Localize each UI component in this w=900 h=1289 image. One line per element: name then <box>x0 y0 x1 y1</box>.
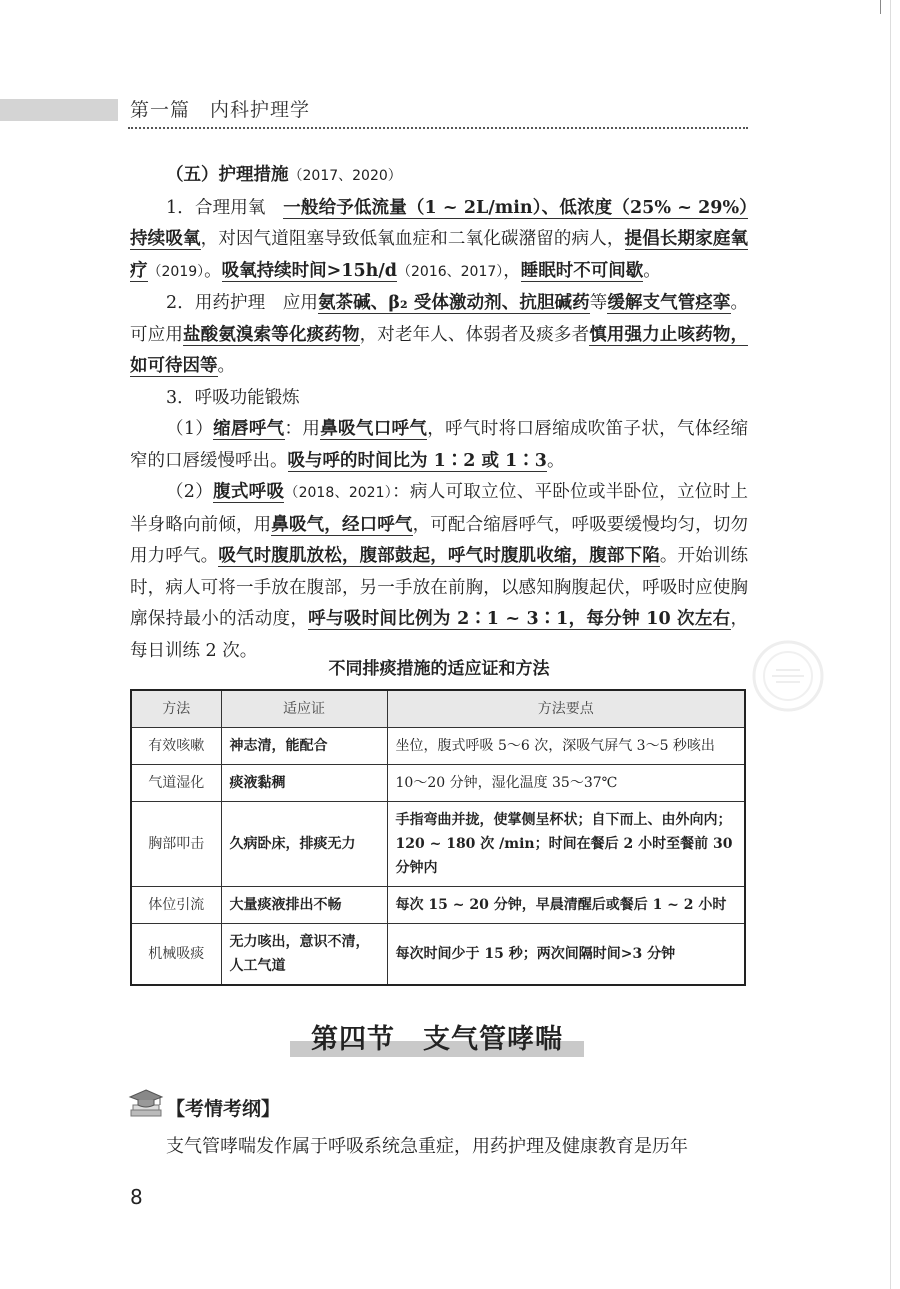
table-cell: 痰液黏稠 <box>221 765 387 802</box>
table-cell: 10～20 分钟，湿化温度 35～37℃ <box>387 765 745 802</box>
table-cell: 机械吸痰 <box>131 924 221 986</box>
paragraph-oxygen: 1．合理用氧 一般给予低流量（1 ~ 2L/min）、低浓度（25% ~ 29%）持续吸氧，对因气道阻塞导致低氧血症和二氧化碳潴留的病人，提倡长期家庭氧疗（2019）。吸氧持续时间>15h/d（2016、2017），睡眠时不可间歇。 <box>130 197 749 281</box>
table-cell: 有效咳嗽 <box>131 728 221 765</box>
table-row <box>131 802 745 887</box>
table-row <box>131 924 745 986</box>
section-title: 第四节 支气管哮喘 <box>311 1024 563 1055</box>
table-cell: 体位引流 <box>131 887 221 924</box>
table-title: 不同排痰措施的适应证和方法 <box>328 659 550 679</box>
nursing-measures-section <box>130 160 748 667</box>
subsection-heading <box>130 160 748 193</box>
circular-stamp-icon <box>748 636 828 720</box>
running-header: 第一篇 内科护理学 <box>130 99 311 121</box>
table-cell: 气道湿化 <box>131 765 221 802</box>
page-number: 8 <box>130 1185 143 1209</box>
column-header: 方法要点 <box>387 690 745 728</box>
column-header: 适应证 <box>221 690 387 728</box>
table-cell: 每次时间少于 15 秒；两次间隔时间>3 分钟 <box>387 924 745 986</box>
table-cell: 无力咳出，意识不清，人工气道 <box>221 924 387 986</box>
header-divider <box>128 127 748 129</box>
graduation-cap-books-icon <box>128 1088 164 1124</box>
table-cell: 手指弯曲并拢，使掌侧呈杯状；自下而上、由外向内；120 ~ 180 次 /min；时间在餐后 2 小时至餐前 30 分钟内 <box>387 802 745 887</box>
table-cell: 每次 15 ~ 20 分钟，早晨清醒后或餐后 1 ~ 2 小时 <box>387 887 745 924</box>
table-row <box>131 765 745 802</box>
table-cell: 神志清，能配合 <box>221 728 387 765</box>
section-title-block <box>290 1017 584 1059</box>
intro-paragraph: 支气管哮喘发作属于呼吸系统急重症，用药护理及健康教育是历年 <box>166 1136 688 1157</box>
column-header: 方法 <box>131 690 221 728</box>
table-cell: 久病卧床，排痰无力 <box>221 802 387 887</box>
exam-years: （2017、2020） <box>288 168 402 184</box>
table-cell: 胸部叩击 <box>131 802 221 887</box>
page-edge-mark <box>880 0 881 14</box>
exam-outline-label: 【考情考纲】 <box>166 1098 281 1120</box>
sputum-measures-table <box>130 689 746 986</box>
paragraph-pursed-lip: （1）缩唇呼气：用鼻吸气口呼气，呼气时将口唇缩成吹笛子状，气体经缩窄的口唇缓慢呼出。吸与呼的时间比为 1∶2 或 1∶3。 <box>130 419 749 471</box>
subsection-title: （五）护理措施 <box>166 165 289 185</box>
table-row <box>131 887 745 924</box>
paragraph-breathing-heading: 3．呼吸功能锻炼 <box>166 387 300 408</box>
table-cell: 大量痰液排出不畅 <box>221 887 387 924</box>
page-edge-line <box>890 0 891 1289</box>
paragraph-medication: 2．用药护理 应用氨茶碱、β₂ 受体激动剂、抗胆碱药等缓解支气管痉挛。可应用盐酸氨溴索等化痰药物，对老年人、体弱者及痰多者慎用强力止咳药物，如可待因等。 <box>130 293 749 376</box>
table-row <box>131 728 745 765</box>
header-bar <box>0 99 118 121</box>
table-header-row <box>131 690 745 728</box>
table-cell: 坐位，腹式呼吸 5～6 次，深吸气屏气 3～5 秒咳出 <box>387 728 745 765</box>
paragraph-abdominal: （2）腹式呼吸（2018、2021）：病人可取立位、平卧位或半卧位，立位时上半身略向前倾，用鼻吸气，经口呼气，可配合缩唇呼气，呼吸要缓慢均匀，切勿用力呼气。吸气时腹肌放松，腹部鼓起，呼气时腹肌收缩，腹部下陷。开始训练时，病人可将一手放在腹部，另一手放在前胸，以感知胸腹起伏，呼吸时应使胸廓保持最小的活动度，呼与吸时间比例为 2∶1 ~ 3∶1，每分钟 10 次左右，每日训练 2 次。 <box>130 482 749 661</box>
